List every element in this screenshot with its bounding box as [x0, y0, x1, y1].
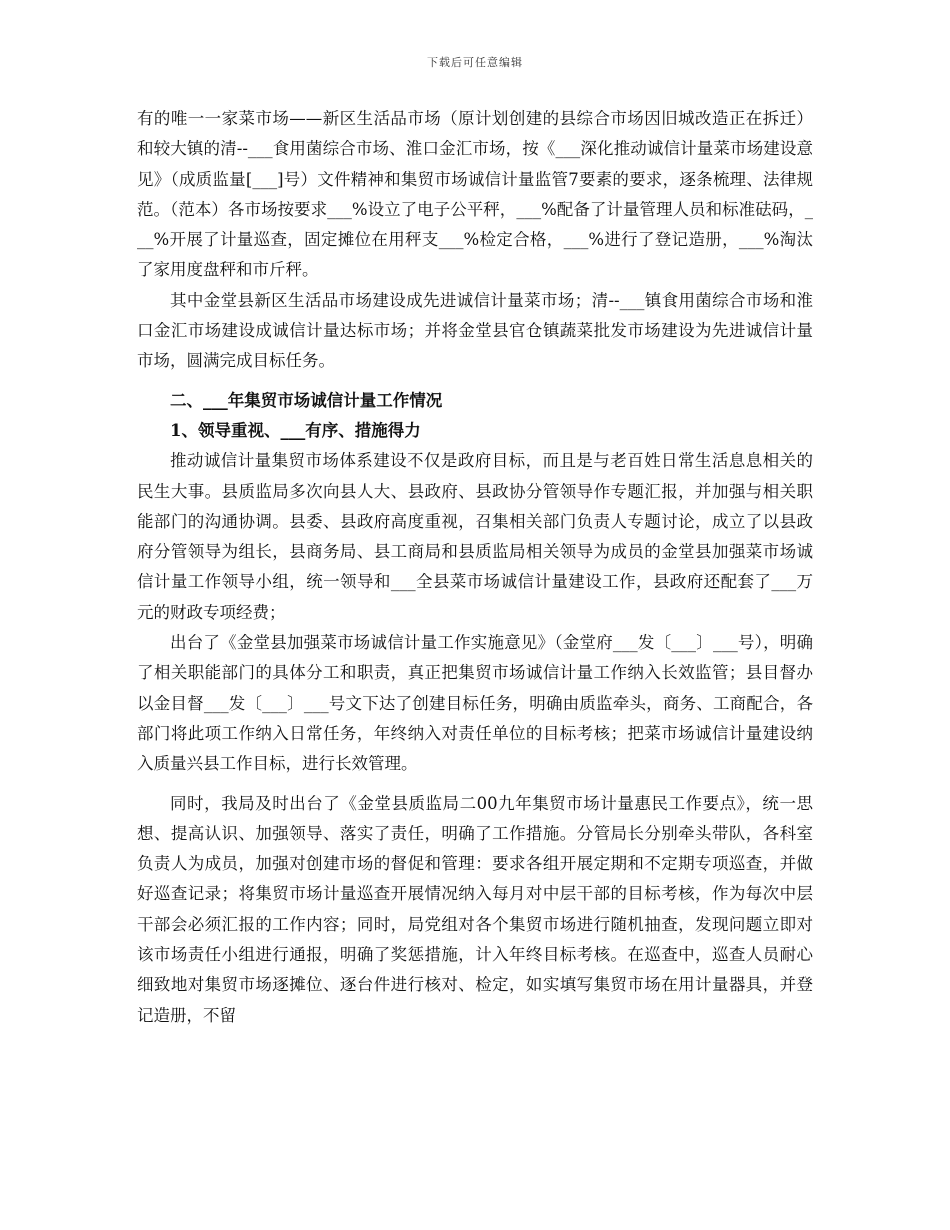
paragraph-market-standards: 有的唯一一家菜市场——新区生活品市场（原计划创建的县综合市场因旧城改造正在拆迁）和较大镇的清--___食用菌综合市场、淮口金汇市场，按《___深化推动诚信计量菜市场建设意见》（成质监量[___]号）文件精神和集贸市场诚信计量监管7要素的要求，逐条梳理、法律规范。（范本）各市场按要求___%设立了电子公平秤，___%配备了计量管理人员和标准砝码，___%开展了计量巡查，固定摊位在用秤支___%检定合格，___%进行了登记造册，___%淘汰了家用度盘秤和市斤秤。	[137, 109, 813, 280]
section-heading-work-status: 二、___年集贸市场诚信计量工作情况	[170, 390, 443, 410]
paragraph-implementation: 出台了《金堂县加强菜市场诚信计量工作实施意见》（金堂府___发〔___〕___号），明确了相关职能部门的具体分工和职责，真正把集贸市场诚信计量工作纳入长效监管；县目督办以金目督___发〔___〕___号文下达了创建目标任务，明确由质监牵头，商务、工商配合，各部门将此项工作纳入日常任务，年终纳入对责任单位的目标考核；把菜市场诚信计量建设纳入质量兴县工作目标，进行长效管理。	[137, 633, 813, 774]
document-body	[137, 104, 813, 1031]
paragraph-market-results: 其中金堂县新区生活品市场建设成先进诚信计量菜市场；清--___镇食用菌综合市场和淮口金汇市场建设成诚信计量达标市场；并将金堂县官仓镇蔬菜批发市场建设为先进诚信计量市场，圆满完成目标任务。	[137, 290, 813, 371]
paragraph-leadership: 推动诚信计量集贸市场体系建设不仅是政府目标，而且是与老百姓日常生活息息相关的民生大事。县质监局多次向县人大、县政府、县政协分管领导作专题汇报，并加强与相关职能部门的沟通协调。县委、县政府高度重视，召集相关部门负责人专题讨论，成立了以县政府分管领导为组长，县商务局、县工商局和县质监局相关领导为成员的金堂县加强菜市场诚信计量工作领导小组，统一领导和___全县菜市场诚信计量建设工作，县政府还配套了___万元的财政专项经费；	[137, 451, 813, 622]
paragraph-inspection: 同时，我局及时出台了《金堂县质监局二00九年集贸市场计量惠民工作要点》，统一思想、提高认识、加强领导、落实了责任，明确了工作措施。分管局长分别牵头带队，各科室负责人为成员，加强对创建市场的督促和管理：要求各组开展定期和不定期专项巡查，并做好巡查记录；将集贸市场计量巡查开展情况纳入每月对中层干部的目标考核，作为每次中层干部会必须汇报的工作内容；同时，局党组对各个集贸市场进行随机抽查，发现问题立即对该市场责任小组进行通报，明确了奖惩措施，计入年终目标考核。在巡查中，巡查人员耐心细致地对集贸市场逐摊位、逐台件进行核对、检定，如实填写集贸市场在用计量器具，并登记造册，不留	[137, 793, 813, 1025]
page-header-note: 下载后可任意编辑	[427, 56, 523, 69]
paragraph-gap	[137, 780, 813, 789]
subsection-heading-leadership: 1、领导重视、___有序、措施得力	[170, 420, 421, 440]
paragraph-gap	[137, 377, 813, 386]
